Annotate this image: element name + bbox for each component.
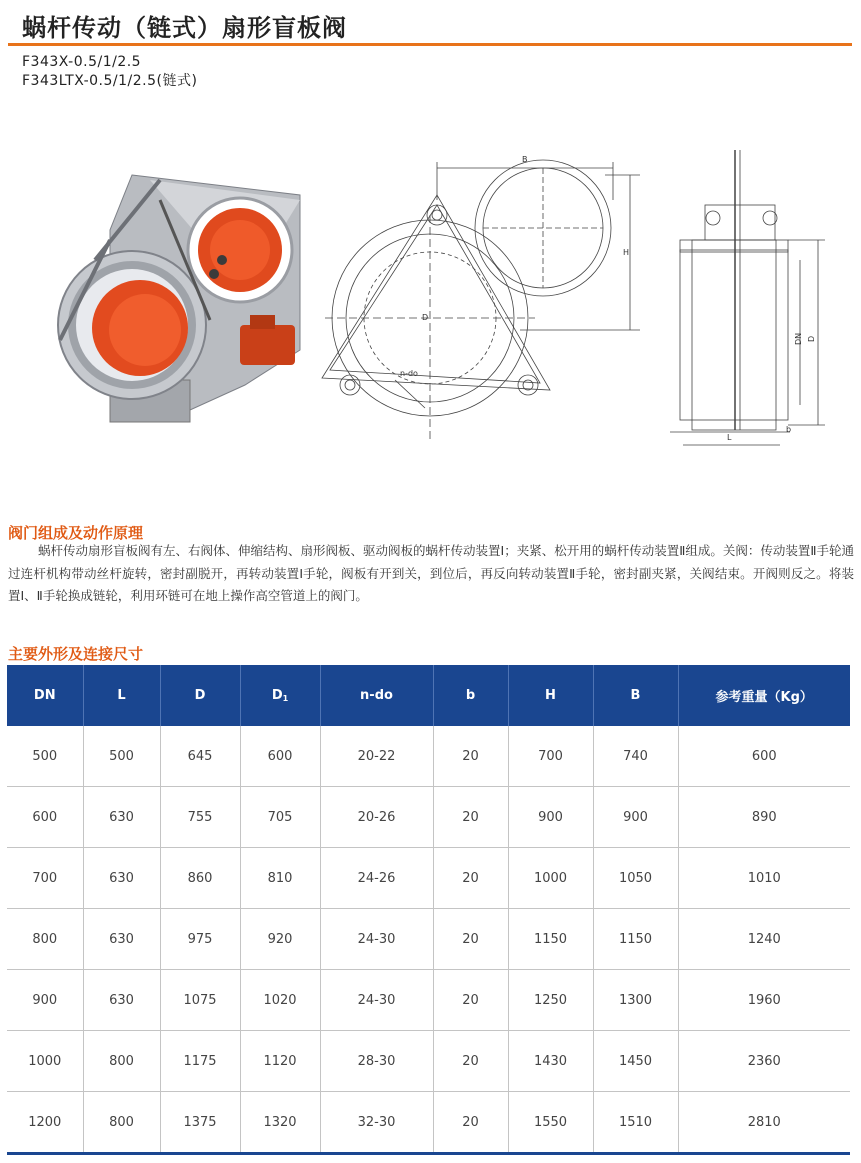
col-header-bb: B — [593, 665, 678, 726]
col-header-d1-label: D — [271, 688, 283, 703]
dim-label-H: H — [623, 248, 630, 257]
table-cell: 1010 — [678, 848, 850, 909]
table-cell: 600 — [678, 726, 850, 787]
table-row — [7, 848, 850, 909]
dim-label-B: B — [522, 155, 528, 164]
table-cell: 1240 — [678, 909, 850, 970]
table-cell: 500 — [7, 726, 83, 787]
table-cell: 630 — [83, 970, 160, 1031]
side-view-drawing — [670, 150, 825, 445]
table-cell: 20-22 — [320, 726, 433, 787]
col-header-l: L — [83, 665, 160, 726]
table-row — [7, 1031, 850, 1092]
table-row — [7, 787, 850, 848]
table-cell: 1375 — [160, 1092, 240, 1154]
dim-label-b: b — [786, 425, 792, 434]
dim-label-D-circle: D — [422, 313, 429, 322]
table-cell: 700 — [508, 726, 593, 787]
table-cell: 800 — [7, 909, 83, 970]
table-cell: 975 — [160, 909, 240, 970]
table-cell: 1175 — [160, 1031, 240, 1092]
table-cell: 740 — [593, 726, 678, 787]
title-divider — [8, 43, 852, 46]
dimensions-heading: 主要外形及连接尺寸 — [8, 645, 144, 663]
table-cell: 630 — [83, 909, 160, 970]
table-cell: 920 — [240, 909, 320, 970]
table-cell: 2810 — [678, 1092, 850, 1154]
table-cell: 900 — [593, 787, 678, 848]
col-header-h: H — [508, 665, 593, 726]
table-cell: 630 — [83, 848, 160, 909]
front-view-drawing — [322, 160, 640, 440]
table-cell: 1120 — [240, 1031, 320, 1092]
table-cell: 1250 — [508, 970, 593, 1031]
col-header-d1 — [240, 665, 320, 726]
table-cell: 20 — [433, 848, 508, 909]
table-row — [7, 1092, 850, 1154]
table-cell: 1320 — [240, 1092, 320, 1154]
table-cell: 1960 — [678, 970, 850, 1031]
table-cell: 20 — [433, 1092, 508, 1154]
col-header-d: D — [160, 665, 240, 726]
table-row — [7, 909, 850, 970]
table-cell: 700 — [7, 848, 83, 909]
table-cell: 600 — [240, 726, 320, 787]
dim-label-D: D — [807, 335, 816, 342]
dim-label-L: L — [727, 433, 732, 442]
table-cell: 705 — [240, 787, 320, 848]
table-cell: 900 — [7, 970, 83, 1031]
table-cell: 32-30 — [320, 1092, 433, 1154]
table-cell: 20 — [433, 787, 508, 848]
table-cell: 1000 — [508, 848, 593, 909]
table-cell: 800 — [83, 1031, 160, 1092]
principle-text: 蜗杆传动扇形盲板阀有左、右阀体、伸缩结构、扇形阀板、驱动阀板的蜗杆传动装置Ⅰ；夹紧、松开用的蜗杆传动装置Ⅱ组成。关阀：传动装置Ⅱ手轮通过连杆机构带动丝杆旋转，密封副脱开，再转动装置Ⅰ手轮，阀板有开到关，到位后，再反向转动装置Ⅱ手轮，密封副夹紧，关阀结束。开阀则反之。将装置Ⅰ、Ⅱ手轮换成链轮，利用环链可在地上操作高空管道上的阀门。 — [8, 543, 854, 603]
principle-heading: 阀门组成及动作原理 — [8, 524, 144, 542]
table-cell: 1150 — [508, 909, 593, 970]
table-cell: 1550 — [508, 1092, 593, 1154]
dim-label-DN: DN — [794, 332, 803, 345]
table-cell: 1075 — [160, 970, 240, 1031]
table-cell: 1150 — [593, 909, 678, 970]
table-cell: 500 — [83, 726, 160, 787]
table-row — [7, 726, 850, 787]
col-header-dn: DN — [7, 665, 83, 726]
col-header-d1-subscript: 1 — [282, 694, 289, 703]
table-cell: 630 — [83, 787, 160, 848]
table-cell: 1430 — [508, 1031, 593, 1092]
table-cell: 1300 — [593, 970, 678, 1031]
product-figures — [0, 140, 861, 460]
table-cell: 1510 — [593, 1092, 678, 1154]
page-title: 蜗杆传动（链式）扇形盲板阀 — [22, 14, 347, 42]
table-cell: 755 — [160, 787, 240, 848]
table-cell: 20 — [433, 970, 508, 1031]
table-cell: 890 — [678, 787, 850, 848]
table-cell: 645 — [160, 726, 240, 787]
table-cell: 28-30 — [320, 1031, 433, 1092]
table-cell: 1020 — [240, 970, 320, 1031]
table-cell: 20 — [433, 1031, 508, 1092]
table-cell: 1450 — [593, 1031, 678, 1092]
col-header-weight: 参考重量（Kg） — [678, 665, 850, 726]
col-header-b: b — [433, 665, 508, 726]
col-header-n-do: n-do — [320, 665, 433, 726]
table-cell: 860 — [160, 848, 240, 909]
table-cell: 1000 — [7, 1031, 83, 1092]
table-cell: 20-26 — [320, 787, 433, 848]
table-cell: 24-26 — [320, 848, 433, 909]
table-cell: 1050 — [593, 848, 678, 909]
table-cell: 810 — [240, 848, 320, 909]
table-cell: 20 — [433, 726, 508, 787]
valve-photo — [58, 175, 300, 422]
table-cell: 600 — [7, 787, 83, 848]
table-header-row — [7, 665, 850, 726]
table-cell: 1200 — [7, 1092, 83, 1154]
table-cell: 900 — [508, 787, 593, 848]
table-cell: 2360 — [678, 1031, 850, 1092]
table-row — [7, 970, 850, 1031]
table-cell: 20 — [433, 909, 508, 970]
dim-label-n-do: n-do — [400, 369, 418, 378]
table-cell: 24-30 — [320, 970, 433, 1031]
model-number-1: F343X-0.5/1/2.5 — [22, 54, 142, 70]
model-number-2: F343LTX-0.5/1/2.5(链式) — [22, 73, 198, 89]
dimensions-table — [7, 665, 850, 1155]
table-cell: 800 — [83, 1092, 160, 1154]
table-cell: 24-30 — [320, 909, 433, 970]
